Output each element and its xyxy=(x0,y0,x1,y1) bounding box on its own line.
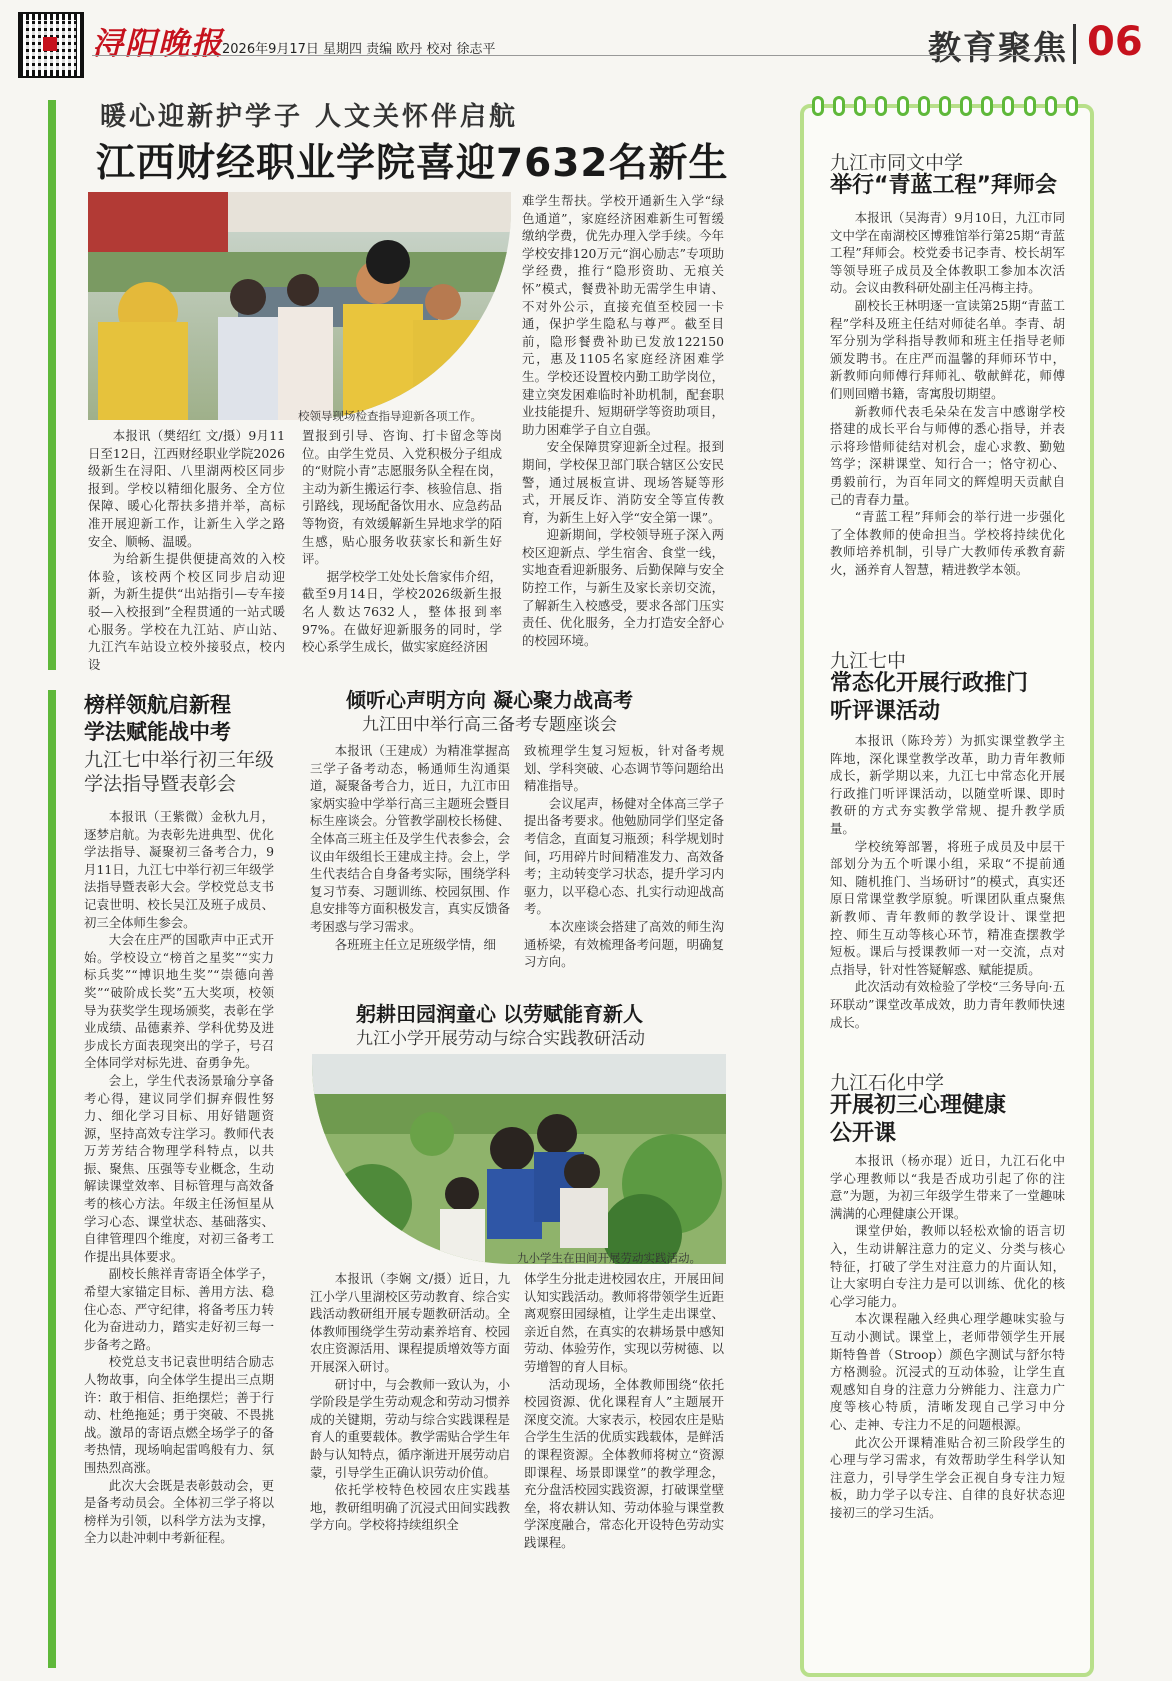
article3-column-2 xyxy=(524,742,724,971)
newspaper-logo: 浔阳晚报 xyxy=(92,26,224,62)
paragraph: 置报到引导、咨询、打卡留念等岗位。由学生党员、入党积极分子组成的“财院小青”志愿服务队全程在岗，主动为新生搬运行李、核验信息、指引路线，现场配备饮用水、应急药品等物资，有效缓解新生异地求学的陌生感，贴心服务收获家长和新生好评。 xyxy=(302,428,502,567)
sidebar-item-1-body xyxy=(830,209,1065,578)
title-line: 公开课 xyxy=(830,1121,897,1146)
sidebar-item-3-title xyxy=(830,1092,1006,1148)
paragraph: 致梳理学生复习短板，针对备考规划、学科突破、心态调节等问题给出精准指导。 xyxy=(524,743,724,794)
article2-subtitle xyxy=(84,748,274,796)
ring-icon xyxy=(1045,96,1057,116)
paragraph: 各班班主任立足班级学情，细 xyxy=(334,936,496,952)
sidebar-item-1-school: 九江市同文中学 xyxy=(830,152,964,174)
ring-icon xyxy=(981,96,993,116)
ring-icon xyxy=(812,96,824,116)
paragraph: 本报讯（杨亦琨）近日，九江石化中学心理教师以“我是否成功引起了你的注意”为题，为初三年级学生带来了一堂趣味满满的心理健康公开课。 xyxy=(830,1153,1065,1221)
sidebar-item-2-body xyxy=(830,732,1065,1031)
paragraph: 本报讯（李娴 文/摄）近日，九江小学八里湖校区劳动教育、综合实践活动教研组开展专题教研活动。全体教师围绕学生劳动素养培育、校园农庄资源活用、课程提质增效等方面开展深入研讨。 xyxy=(310,1271,510,1374)
subtitle-line: 学法指导暨表彰会 xyxy=(84,773,237,795)
paragraph: 学校统筹部署，将班子成员及中层干部划分为五个听课小组，采取“不提前通知、随机推门、当场研讨”的模式，真实还原日常课堂教学原貌。听课团队重点聚焦新教师、青年教师的教学设计、课堂把控、师生互动等核心环节，精准查摆教学短板。课后与授课教师一对一交流，点对点指导，针对性答疑解惑、赋能提质。 xyxy=(830,838,1065,977)
paragraph: 此次大会既是表彰鼓动会，更是备考动员会。全体初三学子将以榜样为引领，以科学方法为支撑，全力以赴冲刺中考新征程。 xyxy=(84,1477,274,1546)
sidebar-item-1-title xyxy=(830,172,1057,200)
lead-column-1 xyxy=(88,427,285,673)
page-number: 06 xyxy=(1087,19,1143,65)
subtitle-line: 九江七中举行初三年级 xyxy=(84,749,275,771)
qr-code xyxy=(18,12,84,78)
paragraph: 迎新期间，学校领导班子深入两校区迎新点、学生宿舍、食堂一线，实地查看迎新服务、后勤保障与安全防控工作，与新生及家长亲切交流，了解新生入校感受，要求各部门压实责任、优化服务，全力打造安全舒心的校园环境。 xyxy=(522,527,724,648)
lead-column-3 xyxy=(522,192,724,649)
article4-photo-caption: 九小学生在田间开展劳动实践活动。 xyxy=(517,1251,701,1265)
article4-column-1 xyxy=(310,1270,510,1534)
paragraph: 本报讯（吴海青）9月10日，九江市同文中学在南湖校区博雅馆举行第25期“青蓝工程”拜师会。校党委书记李青、校长胡军等领导班子成员及全体教职工参加本次活动。会议由教科研处副主任冯梅主持。 xyxy=(830,210,1065,296)
masthead-rule xyxy=(92,55,1052,56)
paragraph: 据学校学工处处长詹家伟介绍，截至9月14日，学校2026级新生报名人数达7632人，整体报到率97%。在做好迎新服务的同时，学校心系学生成长，做实家庭经济困 xyxy=(302,568,502,655)
title-line: 开展初三心理健康 xyxy=(830,1093,1007,1118)
paragraph: 本次座谈会搭建了高效的师生沟通桥梁，有效梳理备考问题，明确复习方向。 xyxy=(524,918,724,970)
ring-icon xyxy=(1024,96,1036,116)
lead-column-2 xyxy=(302,427,502,656)
paragraph: 课堂伊始，教师以轻松欢愉的语言切入，生动讲解注意力的定义、分类与核心特征，打破了学生对注意力的片面认知，让大家明白专注力是可以训练、优化的核心学习能力。 xyxy=(830,1223,1065,1309)
paragraph: 副校长熊祥青寄语全体学子，希望大家锚定目标、善用方法、稳住心态、严守纪律，将备考压力转化为奋进动力，踏实走好初三每一步备考之路。 xyxy=(84,1266,274,1352)
ring-icon xyxy=(897,96,909,116)
paragraph: 校党总支书记袁世明结合励志人物故事，向全体学生提出三点期许：敢于相信、拒绝摆烂；善于行动、杜绝拖延；勇于突破、不畏挑战。激昂的寄语点燃全场学子的备考热情，现场响起雷鸣般有力、氛围热烈高涨。 xyxy=(84,1354,274,1475)
sidebar-item-3-school: 九江石化中学 xyxy=(830,1072,945,1094)
article3-column-1 xyxy=(310,742,510,953)
paragraph: 此次活动有效检验了学校“三务导向·五环联动”课堂改革成效，助力青年教师快速成长。 xyxy=(830,979,1065,1030)
ring-icon xyxy=(918,96,930,116)
ring-icon xyxy=(875,96,887,116)
paragraph: 会上，学生代表汤景瑜分享备考心得，建议同学们摒弃假性努力、细化学习目标、用好错题资源，坚持高效专注学习。教师代表万芳芳结合物理学科特点，以共振、聚焦、压强等专业概念，生动解读课堂效率、目标管理与高效备考的核心方法。年级主任汤恒星从学习心态、课堂状态、基础落实、自律管理四个维度，对初三备考工作提出具体要求。 xyxy=(84,1072,274,1264)
ring-icon xyxy=(960,96,972,116)
title-line: 举行“青蓝工程”拜师会 xyxy=(830,173,1057,198)
article3-subtitle: 九江田中举行高三备考专题座谈会 xyxy=(362,715,617,735)
ring-icon xyxy=(939,96,951,116)
ring-icon xyxy=(1002,96,1014,116)
paragraph: 新教师代表毛朵朵在发言中感谢学校搭建的成长平台与师傅的悉心指导，并表示将珍惜师徒结对机会，虚心求教、勤勉笃学；深耕课堂、知行合一；恪守初心、勇毅前行，为百年同文的辉煌明天贡献自己的青春力量。 xyxy=(830,403,1065,507)
issue-meta: 2026年9月17日 星期四 责编 欧丹 校对 徐志平 xyxy=(222,42,496,57)
lead-photo-caption: 校领导现场检查指导迎新各项工作。 xyxy=(298,409,482,423)
paragraph: 本次课程融入经典心理学趣味实验与互动小测试。课堂上，老师带领学生开展斯特鲁普（Stroop）颜色字测试与舒尔特方格测验。沉浸式的互动体验，让学生直观感知自身的注意力分辨能力、注意力广度等核心特质，清晰发现自己学习中分心、走神、专注力不足的问题根源。 xyxy=(830,1311,1065,1432)
article2-title xyxy=(84,692,231,746)
title-line: 学法赋能战中考 xyxy=(84,720,231,744)
title-line: 听评课活动 xyxy=(830,699,941,724)
paragraph: 难学生帮扶。学校开通新生入学“绿色通道”，家庭经济困难新生可暂缓缴纳学费，优先办理入学手续。今年学校安排120万元“润心励志”专项助学经费，推行“隐形资助、无痕关怀”模式，餐费补助无需学生申请、不对外公示，直接充值至校园一卡通，保护学生隐私与尊严。截至目前，隐形餐费补助已发放122150元，惠及1105名家庭经济困难学生。学校还设置校内勤工助学岗位，建立突发困难临时补助机制，配套职业技能提升、短期研学等资助项目，助力困难学子自立自强。 xyxy=(522,193,724,437)
lead-photo xyxy=(88,192,511,420)
paragraph: 副校长王林明逐一宣读第25期“青蓝工程”学科及班主任结对师徒名单。李青、胡军分别为学科指导教师和班主任指导老师颁发聘书。在庄严而温馨的拜师环节中，新教师向师傅行拜师礼、敬献鲜花，师傅们则回赠书籍，寄寓殷切期望。 xyxy=(830,297,1065,401)
left-accent-bar xyxy=(48,690,56,1668)
article4-column-2 xyxy=(524,1270,724,1552)
sidebar-binder-rings xyxy=(812,96,1078,118)
lead-accent-bar xyxy=(48,100,56,670)
paragraph: 会议尾声，杨健对全体高三学子提出备考要求。他勉励同学们坚定备考信念，直面复习瓶颈；科学规划时间，巧用碎片时间精准发力、高效备考；主动转变学习状态，提升学习内驱力，以平稳心态、扎实行动迎战高考。 xyxy=(524,795,724,917)
paragraph: “青蓝工程”拜师会的举行进一步强化了全体教师的使命担当。学校将持续优化教师培养机制，引导广大教师传承教育薪火，涵养育人智慧，精进教学本领。 xyxy=(830,509,1065,577)
paragraph: 活动现场，全体教师围绕“依托校园资源、优化课程育人”主题展开深度交流。大家表示，校园农庄是贴合学生生活的优质实践载体，是鲜活的课程资源。全体教师将树立“资源即课程、场景即课堂”的教学理念，充分盘活校园实践资源，打破课堂壁垒，将农耕认知、劳动体验与课堂教学深度融合，常态化开设特色劳动实践课程。 xyxy=(524,1376,724,1550)
paragraph: 安全保障贯穿迎新全过程。报到期间，学校保卫部门联合辖区公安民警，通过展板宣讲、现场答疑等形式，开展反诈、消防安全等宣传教育，为新生上好入学“安全第一课”。 xyxy=(522,439,724,525)
article4-title: 躬耕田园润童心 以劳赋能育新人 xyxy=(356,1002,643,1026)
sidebar-item-2-title xyxy=(830,670,1028,726)
article3-title: 倾听心声明方向 凝心聚力战高考 xyxy=(346,688,633,712)
paragraph: 依托学校特色校园农庄实践基地，教研组明确了沉浸式田间实践教学方向。学校将持续组织全 xyxy=(310,1482,510,1533)
paragraph: 本报讯（王建成）为精准掌握高三学子备考动态，畅通师生沟通渠道，凝聚备考合力，近日，九江市田家炳实验中学举行高三主题班会暨目标生座谈会。分管教学副校长杨健、全体高三班主任及学生代表参会，会议由年级组长王建成主持。会上，学生代表结合自身备考实际，围绕学科复习节奏、习题训练、校园氛围、作息安排等方面积极发言，真实反馈备考困惑与学习需求。 xyxy=(310,743,510,934)
article4-photo xyxy=(312,1054,726,1264)
section-title: 教育聚焦 xyxy=(928,28,1068,67)
sidebar-item-2-school: 九江七中 xyxy=(830,650,907,672)
paragraph: 本报讯（王紫微）金秋九月，逐梦启航。为表彰先进典型、优化学法指导、凝聚初三备考合力，9月11日，九江七中举行初三年级学法指导暨表彰大会。学校党总支书记袁世明、校长吴江及班子成员、初三全体师生参会。 xyxy=(84,809,274,930)
article4-subtitle: 九江小学开展劳动与综合实践教研活动 xyxy=(356,1029,645,1049)
lead-subtitle: 暖心迎新护学子 人文关怀伴启航 xyxy=(100,102,519,132)
paragraph: 本报讯（樊绍红 文/摄）9月11日至12日，江西财经职业学院2026级新生在浔阳、八里湖两校区同步报到。学校以精细化服务、全方位保障、暖心化帮扶多措并举，高标准开展迎新工作，让新生入学之路安全、顺畅、温暖。 xyxy=(88,428,285,549)
lead-title: 江西财经职业学院喜迎7632名新生 xyxy=(96,141,729,186)
paragraph: 此次公开课精准贴合初三阶段学生的心理与学习需求，有效帮助学生科学认知注意力，引导学生学会正视自身专注力短板，助力学子以专注、自律的良好状态迎接初三的学习生活。 xyxy=(830,1434,1065,1520)
paragraph: 大会在庄严的国歌声中正式开始。学校设立“榜首之星奖”“实力标兵奖”“博识地生奖”“崇德向善奖”“破阶成长奖”五大奖项，校领导为获奖学生现场颁奖，表彰在学业成绩、品德素养、学科优势及进步成长方面表现突出的学子，号召全体同学对标先进、奋勇争先。 xyxy=(84,932,274,1071)
paragraph: 体学生分批走进校园农庄，开展田间认知实践活动。教师将带领学生近距离观察田园绿植，让学生走出课堂、亲近自然，在真实的农耕场景中感知劳动、体验劳作，实现以劳树德、以劳增智的育人目标。 xyxy=(524,1271,724,1374)
paragraph: 本报讯（陈玲芳）为抓实课堂教学主阵地，深化课堂教学改革，助力青年教师成长，新学期以来，九江七中常态化开展行政推门听评课活动，以随堂听课、即时教研的方式夯实教学常规、提升教学质量。 xyxy=(830,733,1065,836)
title-line: 常态化开展行政推门 xyxy=(830,671,1029,696)
ring-icon xyxy=(833,96,845,116)
ring-icon xyxy=(1066,96,1078,116)
paragraph: 为给新生提供便捷高效的入校体验，该校两个校区同步启动迎新，为新生提供“出站指引—专车接驳—入校报到”全程贯通的一站式暖心服务。学校在九江站、庐山站、九江汽车站设立校外接驳点，校内设 xyxy=(88,551,285,672)
paragraph: 研讨中，与会教师一致认为，小学阶段是学生劳动观念和劳动习惯养成的关键期，劳动与综合实践课程是育人的重要载体。教学需贴合学生年龄与认知特点，循序渐进开展劳动启蒙，引导学生正确认识劳动价值。 xyxy=(310,1376,510,1480)
title-line: 榜样领航启新程 xyxy=(84,693,231,717)
article2-body xyxy=(84,808,274,1547)
section-divider xyxy=(1073,24,1076,64)
sidebar-item-3-body xyxy=(830,1152,1065,1521)
ring-icon xyxy=(854,96,866,116)
